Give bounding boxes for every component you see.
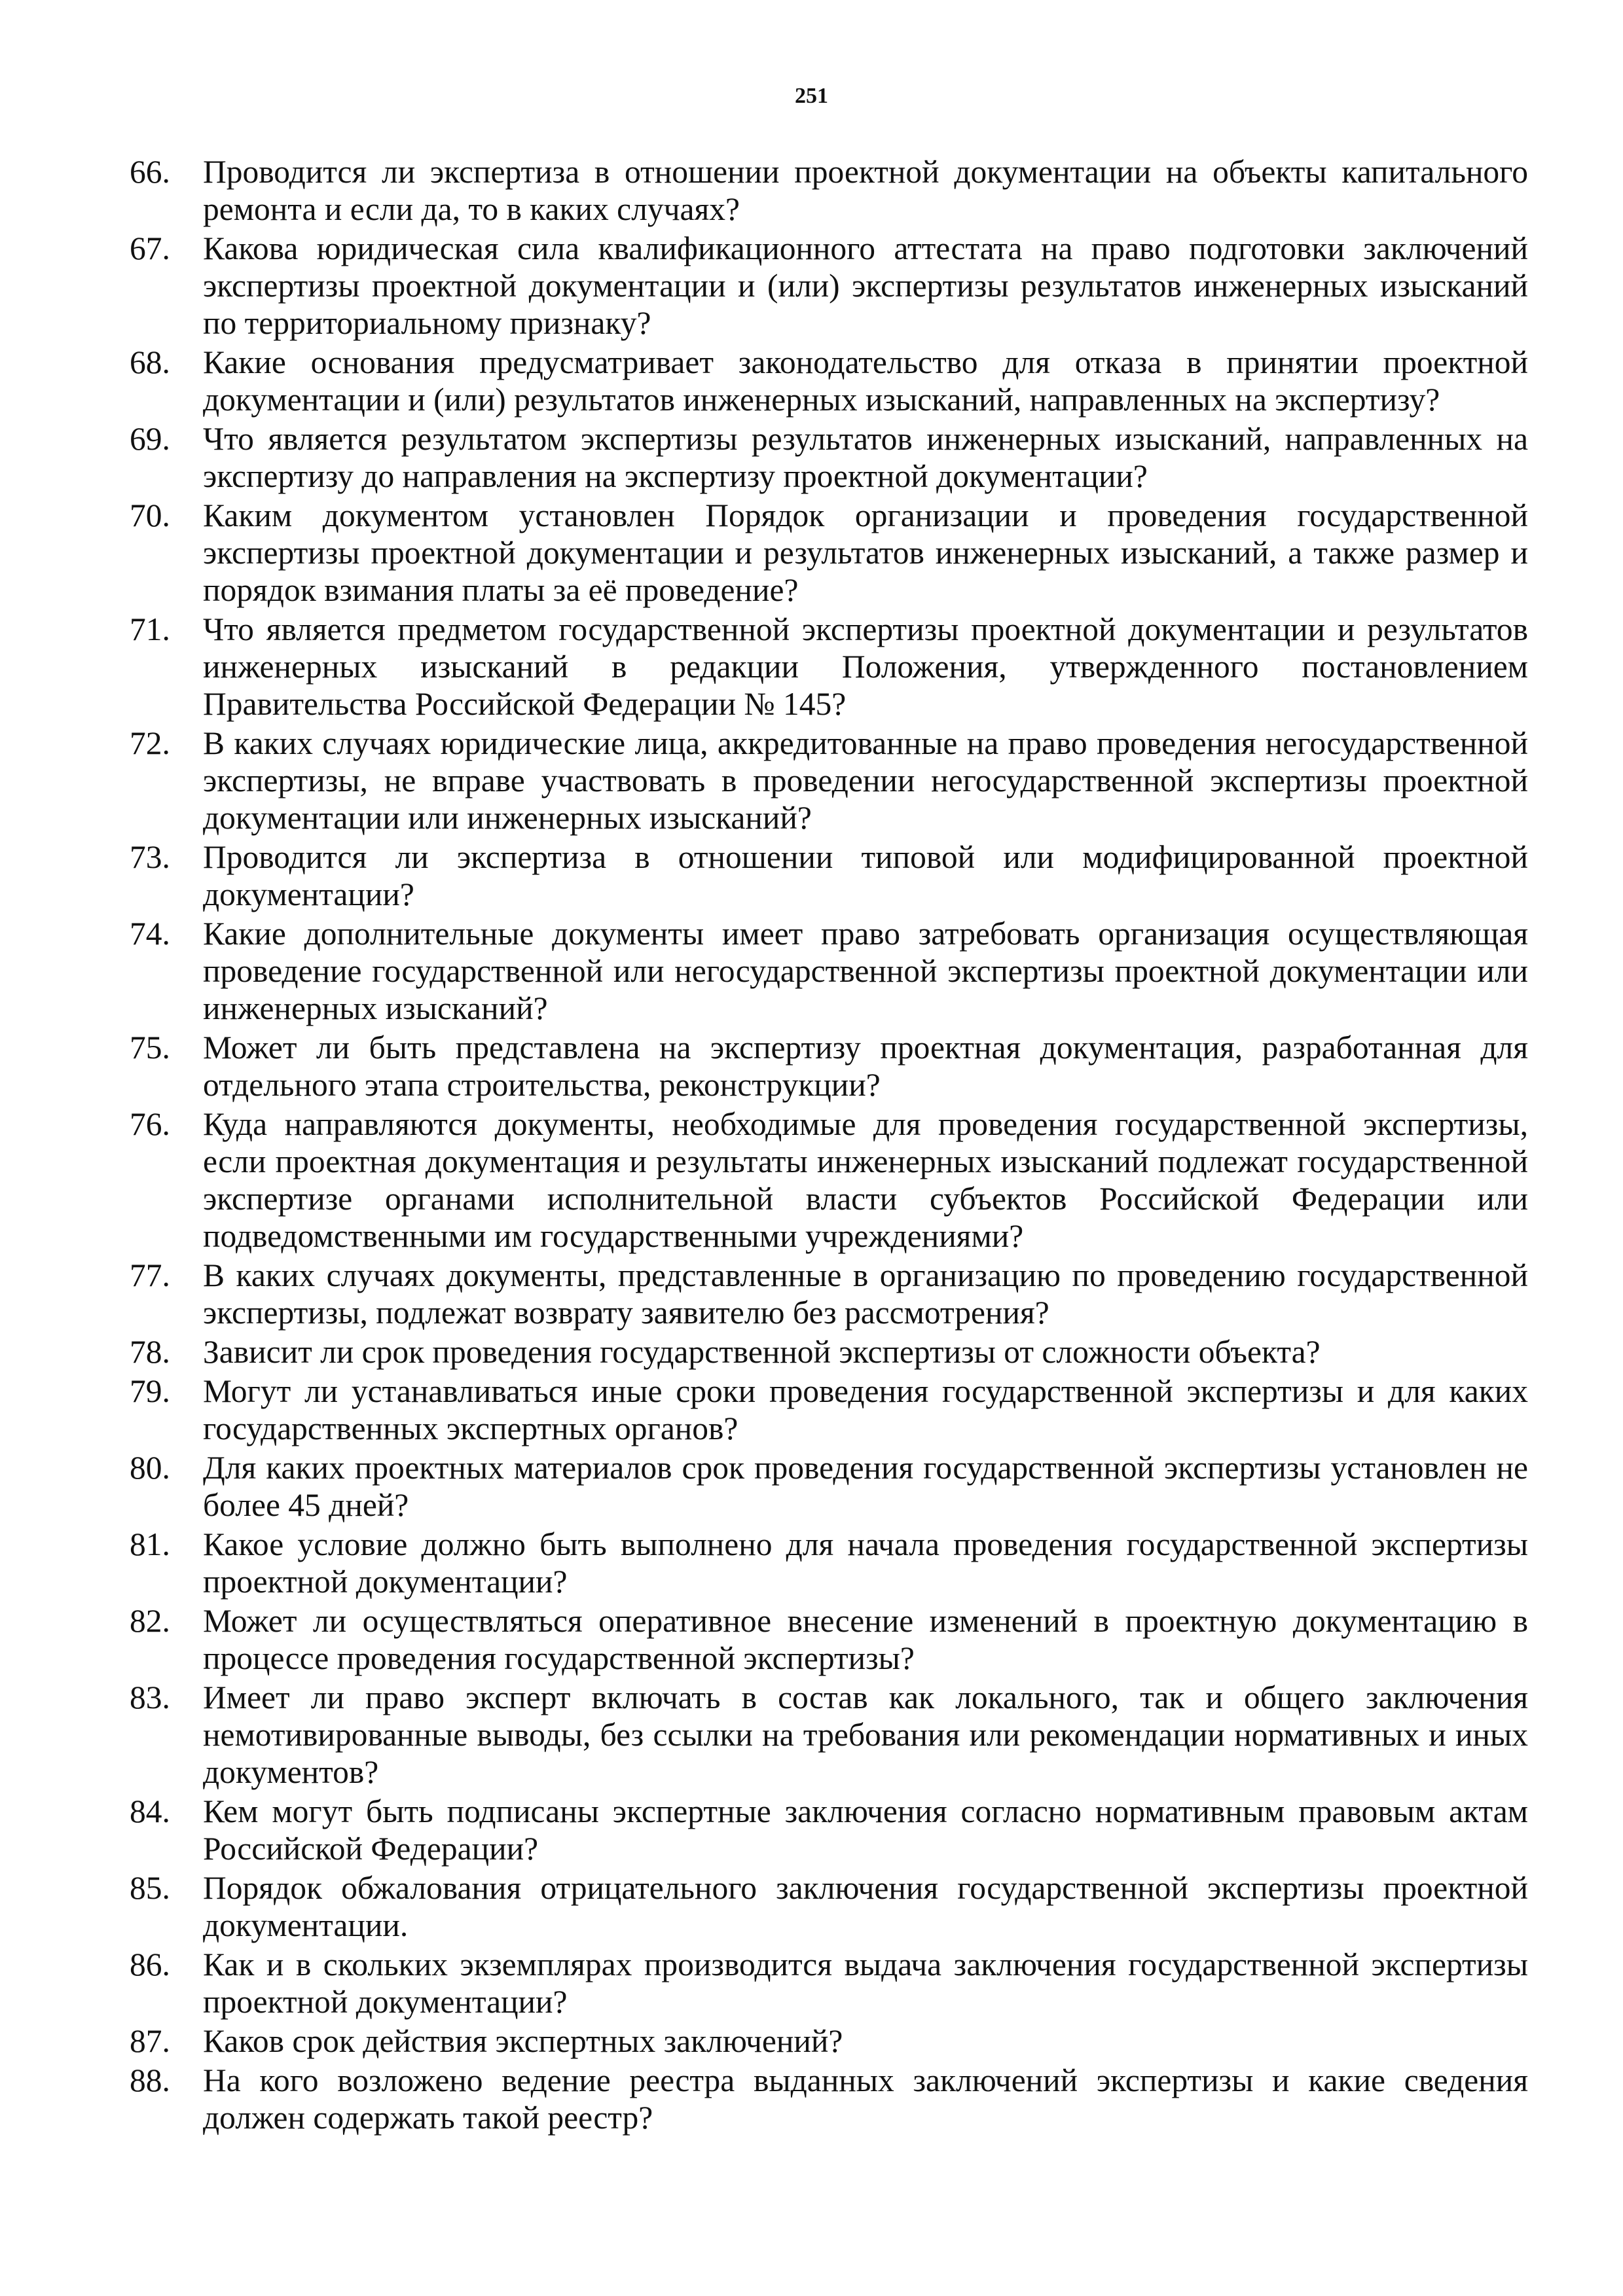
question-number: 68. bbox=[130, 344, 170, 380]
question-item bbox=[130, 1869, 1528, 1944]
question-text: Проводится ли экспертиза в отношении типовой или модифицированной проектной документации? bbox=[203, 839, 1528, 912]
question-number: 85. bbox=[130, 1870, 170, 1906]
question-number: 88. bbox=[130, 2062, 170, 2098]
question-number: 75. bbox=[130, 1030, 170, 1066]
question-text: Кем могут быть подписаны экспертные заключения согласно нормативным правовым актам Российской Федерации? bbox=[203, 1793, 1528, 1867]
question-number: 82. bbox=[130, 1603, 170, 1639]
question-item bbox=[130, 1372, 1528, 1447]
question-text: Имеет ли право эксперт включать в состав как локального, так и общего заключения немотивированные выводы, без ссылки на требования или рекомендации нормативных и иных документов? bbox=[203, 1679, 1528, 1790]
question-item bbox=[130, 1793, 1528, 1867]
question-number: 76. bbox=[130, 1106, 170, 1142]
question-number: 86. bbox=[130, 1946, 170, 1982]
question-number: 72. bbox=[130, 725, 170, 761]
question-number: 74. bbox=[130, 916, 170, 952]
question-text: Какие основания предусматривает законодательство для отказа в принятии проектной документации и (или) результатов инженерных изысканий, направленных на экспертизу? bbox=[203, 344, 1528, 418]
question-text: Проводится ли экспертиза в отношении проектной документации на объекты капитального ремонта и если да, то в каких случаях? bbox=[203, 154, 1528, 227]
question-number: 84. bbox=[130, 1793, 170, 1829]
question-item bbox=[130, 611, 1528, 723]
page-number: 251 bbox=[795, 84, 828, 108]
question-item bbox=[130, 2022, 1528, 2060]
question-item bbox=[130, 915, 1528, 1027]
question-list bbox=[130, 153, 1528, 2138]
question-text: Как и в скольких экземплярах производится выдача заключения государственной экспертизы проектной документации? bbox=[203, 1946, 1528, 2020]
question-text: Для каких проектных материалов срок проведения государственной экспертизы установлен не более 45 дней? bbox=[203, 1450, 1528, 1523]
question-text: Что является предметом государственной экспертизы проектной документации и результатов инженерных изысканий в редакции Положения, утвержденного постановлением Правительства Российской Федерации № 145? bbox=[203, 611, 1528, 722]
question-text: Каков срок действия экспертных заключений? bbox=[203, 2023, 843, 2059]
question-number: 79. bbox=[130, 1373, 170, 1409]
question-item bbox=[130, 497, 1528, 609]
question-text: Каким документом установлен Порядок организации и проведения государственной экспертизы проектной документации и результатов инженерных изысканий, а также размер и порядок взимания платы за её проведение? bbox=[203, 497, 1528, 608]
question-number: 77. bbox=[130, 1257, 170, 1293]
question-number: 70. bbox=[130, 497, 170, 533]
question-number: 66. bbox=[130, 154, 170, 190]
question-text: На кого возложено ведение реестра выданных заключений экспертизы и какие сведения должен содержать такой реестр? bbox=[203, 2062, 1528, 2136]
question-text: Какие дополнительные документы имеет право затребовать организация осуществляющая проведение государственной или негосударственной экспертизы проектной документации или инженерных изысканий? bbox=[203, 916, 1528, 1026]
question-item bbox=[130, 230, 1528, 342]
question-text: Порядок обжалования отрицательного заключения государственной экспертизы проектной документации. bbox=[203, 1870, 1528, 1943]
question-item bbox=[130, 2062, 1528, 2136]
question-item bbox=[130, 1257, 1528, 1331]
question-item bbox=[130, 1105, 1528, 1255]
question-item bbox=[130, 1946, 1528, 2020]
question-number: 71. bbox=[130, 611, 170, 647]
question-item bbox=[130, 1679, 1528, 1791]
question-number: 73. bbox=[130, 839, 170, 875]
question-item bbox=[130, 1449, 1528, 1524]
question-text: Какое условие должно быть выполнено для начала проведения государственной экспертизы проектной документации? bbox=[203, 1526, 1528, 1600]
question-text: Может ли осуществляться оперативное внесение изменений в проектную документацию в процессе проведения государственной экспертизы? bbox=[203, 1603, 1528, 1676]
question-text: Какова юридическая сила квалификационного аттестата на право подготовки заключений экспертизы проектной документации и (или) экспертизы результатов инженерных изысканий по территориальному признаку? bbox=[203, 230, 1528, 341]
question-number: 87. bbox=[130, 2023, 170, 2059]
question-item bbox=[130, 838, 1528, 913]
question-number: 78. bbox=[130, 1334, 170, 1370]
question-item bbox=[130, 344, 1528, 418]
question-item bbox=[130, 1526, 1528, 1600]
question-item bbox=[130, 420, 1528, 495]
question-text: Может ли быть представлена на экспертизу проектная документация, разработанная для отдельного этапа строительства, реконструкции? bbox=[203, 1030, 1528, 1103]
question-text: Что является результатом экспертизы результатов инженерных изысканий, направленных на экспертизу до направления на экспертизу проектной документации? bbox=[203, 421, 1528, 494]
question-item bbox=[130, 153, 1528, 228]
question-number: 80. bbox=[130, 1450, 170, 1486]
question-item bbox=[130, 1602, 1528, 1677]
question-item bbox=[130, 1333, 1528, 1371]
question-text: В каких случаях документы, представленные в организацию по проведению государственной экспертизы, подлежат возврату заявителю без рассмотрения? bbox=[203, 1257, 1528, 1331]
question-number: 69. bbox=[130, 421, 170, 457]
question-number: 83. bbox=[130, 1679, 170, 1715]
question-text: В каких случаях юридические лица, аккредитованные на право проведения негосударственной экспертизы, не вправе участвовать в проведении негосударственной экспертизы проектной документации или инженерных изысканий? bbox=[203, 725, 1528, 836]
question-number: 67. bbox=[130, 230, 170, 266]
question-item bbox=[130, 725, 1528, 836]
question-item bbox=[130, 1029, 1528, 1103]
question-number: 81. bbox=[130, 1526, 170, 1562]
question-text: Куда направляются документы, необходимые для проведения государственной экспертизы, если проектная документация и результаты инженерных изысканий подлежат государственной экспертизе органами исполнительной власти субъектов Российской Федерации или подведомственными им государственными учреждениями? bbox=[203, 1106, 1528, 1254]
question-text: Могут ли устанавливаться иные сроки проведения государственной экспертизы и для каких государственных экспертных органов? bbox=[203, 1373, 1528, 1446]
question-text: Зависит ли срок проведения государственной экспертизы от сложности объекта? bbox=[203, 1334, 1321, 1370]
